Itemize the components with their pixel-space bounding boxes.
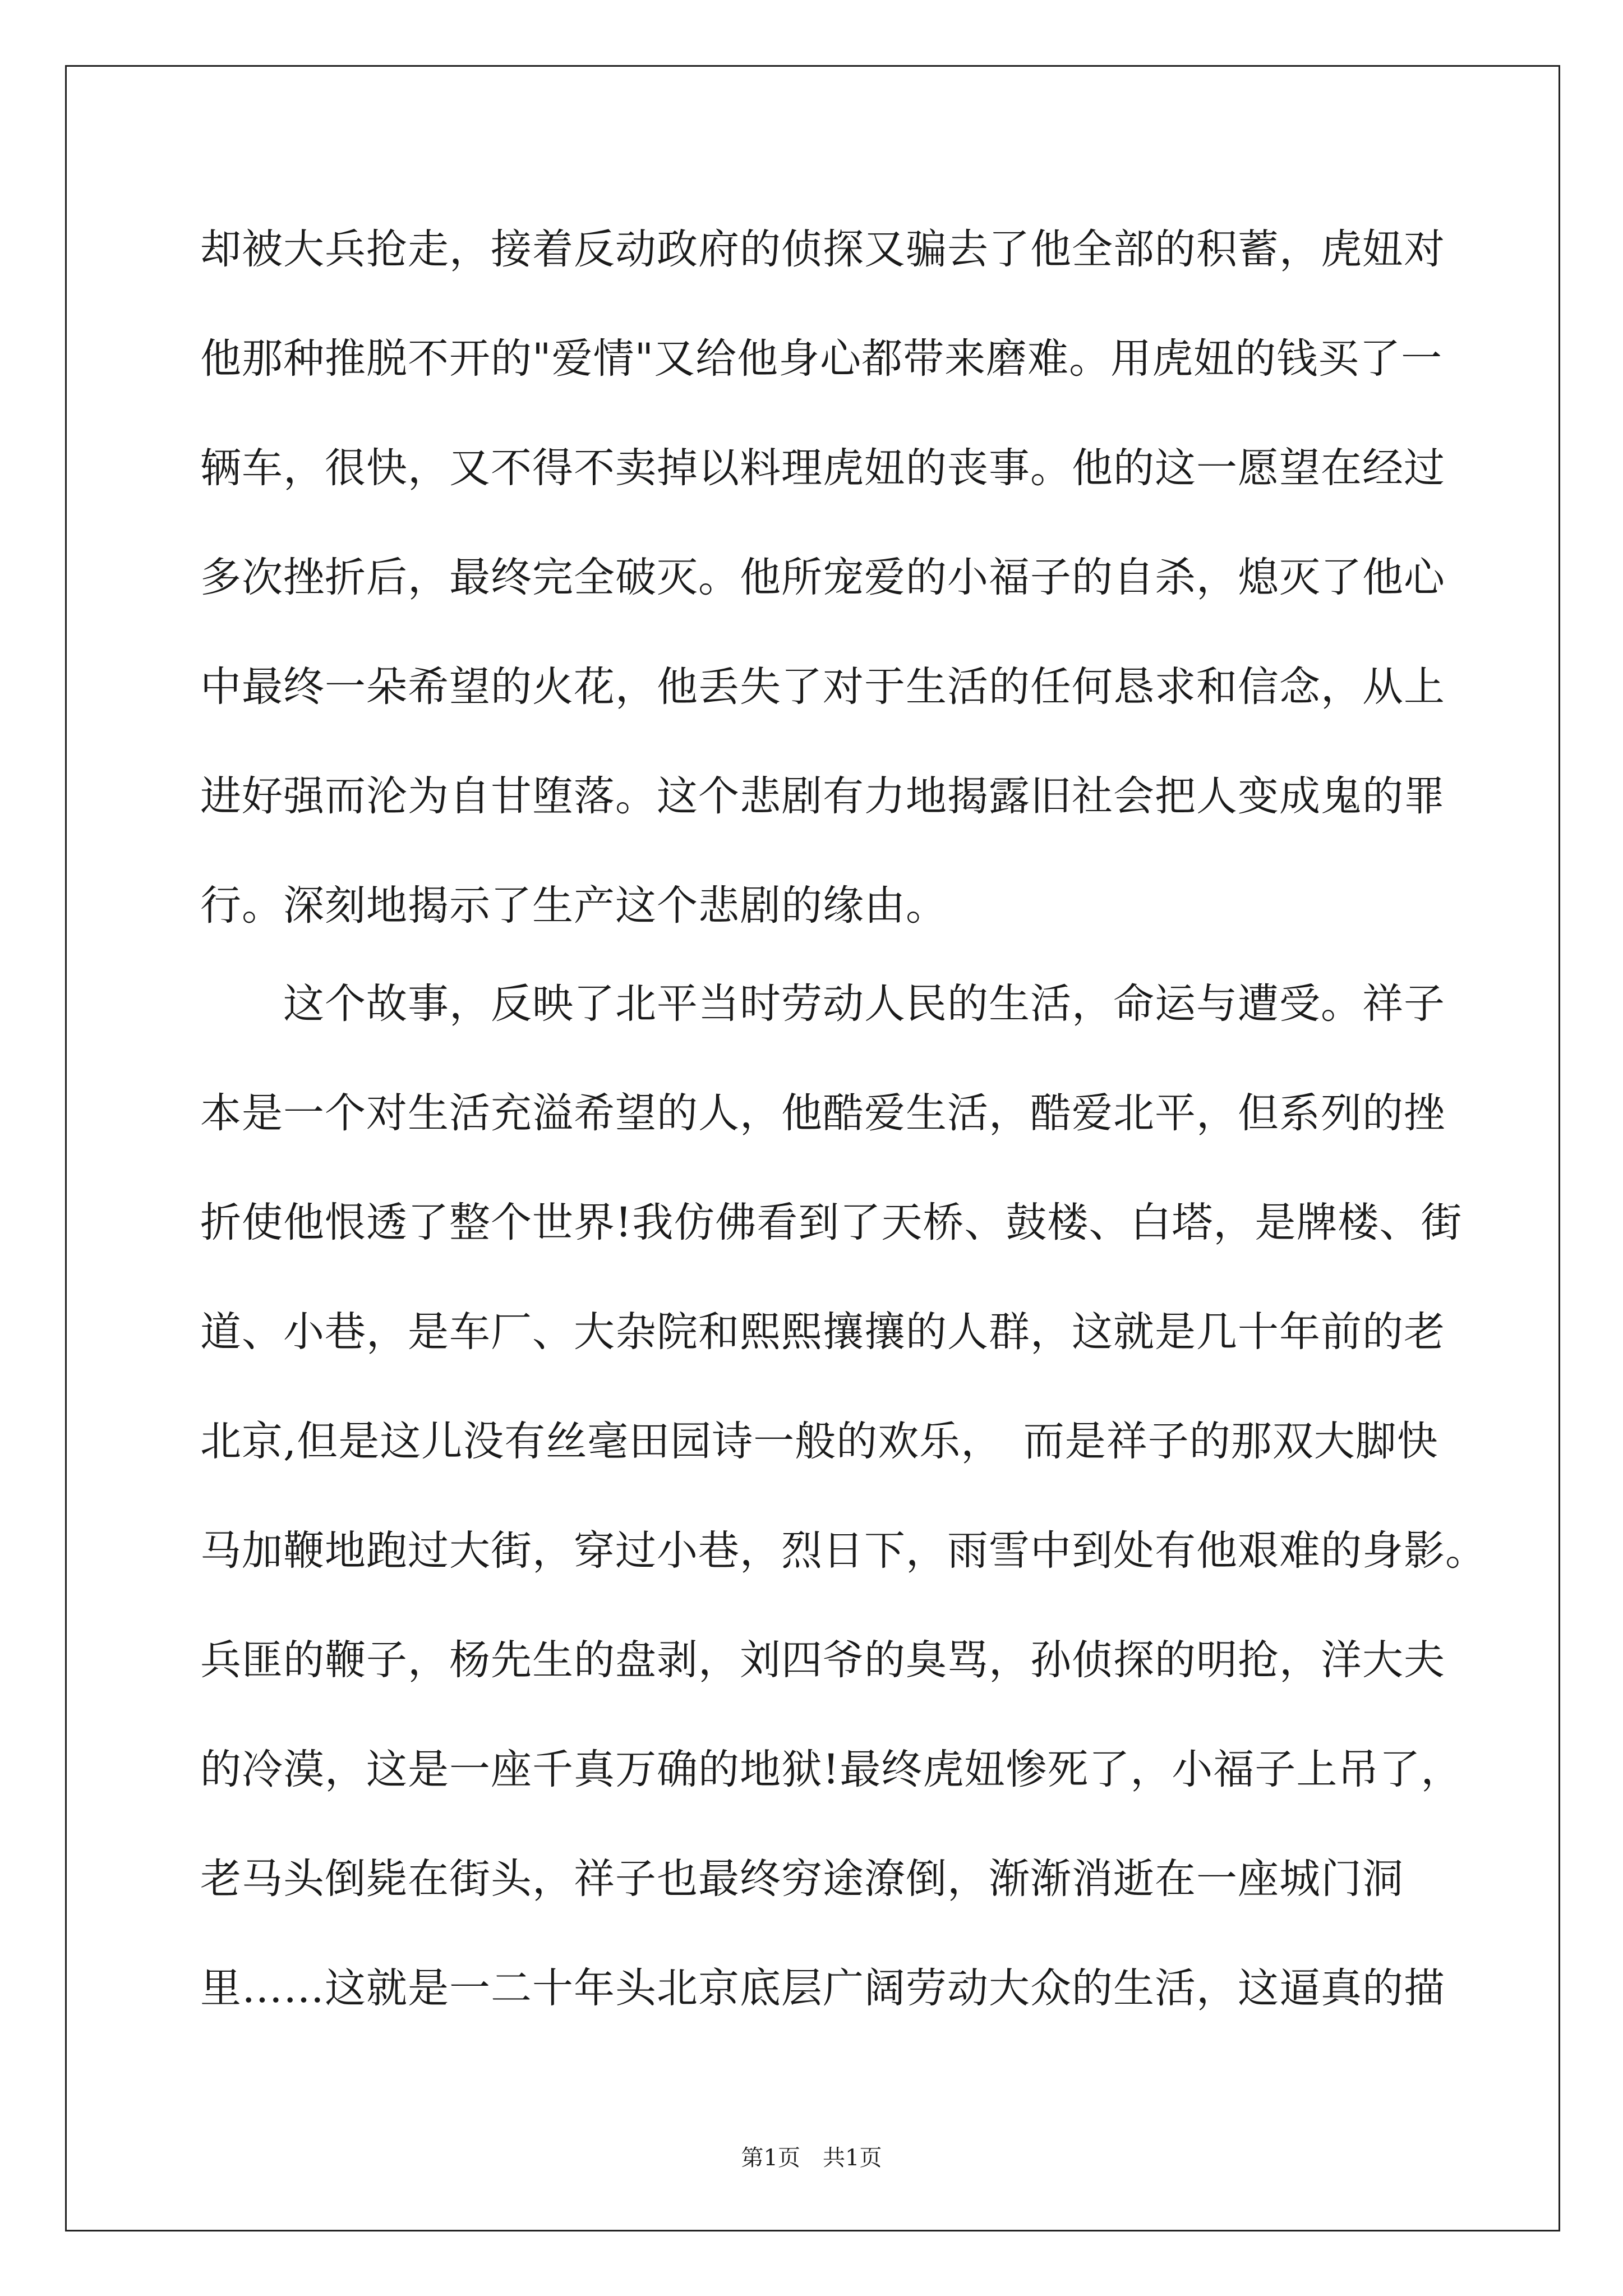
text-line-4: 多次挫折后，最终完全破灭。他所宠爱的小福子的自杀，熄灭了他心 xyxy=(200,554,1445,601)
text-line-11: 道、小巷，是车厂、大杂院和熙熙攘攘的人群，这就是几十年前的老 xyxy=(200,1308,1445,1356)
text-line-12: 北京,但是这儿没有丝毫田园诗一般的欢乐， 而是祥子的那双大脚快 xyxy=(200,1418,1438,1465)
text-line-1: 却被大兵抢走，接着反动政府的侦探又骗去了他全部的积蓄，虎妞对 xyxy=(200,226,1445,273)
text-line-6: 进好强而沦为自甘堕落。这个悲剧有力地揭露旧社会把人变成鬼的罪 xyxy=(200,772,1445,820)
text-line-17: 里……这就是一二十年头北京底层广阔劳动大众的生活，这逼真的描 xyxy=(200,1964,1445,2012)
text-line-16: 老马头倒毙在街头，祥子也最终穷途潦倒，渐渐消逝在一座城门洞 xyxy=(200,1855,1404,1903)
text-line-14: 兵匪的鞭子，杨先生的盘剥，刘四爷的臭骂，孙侦探的明抢，洋大夫 xyxy=(200,1636,1445,1684)
text-line-13: 马加鞭地跑过大街，穿过小巷，烈日下，雨雪中到处有他艰难的身影。 xyxy=(200,1527,1487,1575)
text-line-9: 本是一个对生活充溢希望的人，他酷爱生活，酷爱北平，但系列的挫 xyxy=(200,1089,1445,1137)
page-footer: 第1页 共1页 xyxy=(741,2145,882,2171)
text-line-5: 中最终一朵希望的火花，他丢失了对于生活的任何恳求和信念，从上 xyxy=(200,663,1445,711)
text-line-7: 行。深刻地揭示了生产这个悲剧的缘由。 xyxy=(200,882,947,930)
text-line-8: 这个故事，反映了北平当时劳动人民的生活，命运与遭受。祥子 xyxy=(200,980,1445,1028)
text-line-10: 折使他恨透了整个世界!我仿佛看到了天桥、鼓楼、白塔，是牌楼、街 xyxy=(200,1199,1463,1246)
text-line-15: 的冷漠，这是一座千真万确的地狱!最终虎妞惨死了，小福子上吊了， xyxy=(200,1746,1463,1793)
text-line-3: 辆车，很快，又不得不卖掉以料理虎妞的丧事。他的这一愿望在经过 xyxy=(200,444,1445,492)
text-line-2: 他那种推脱不开的"爱情"又给他身心都带来磨难。用虎妞的钱买了一 xyxy=(200,335,1443,383)
